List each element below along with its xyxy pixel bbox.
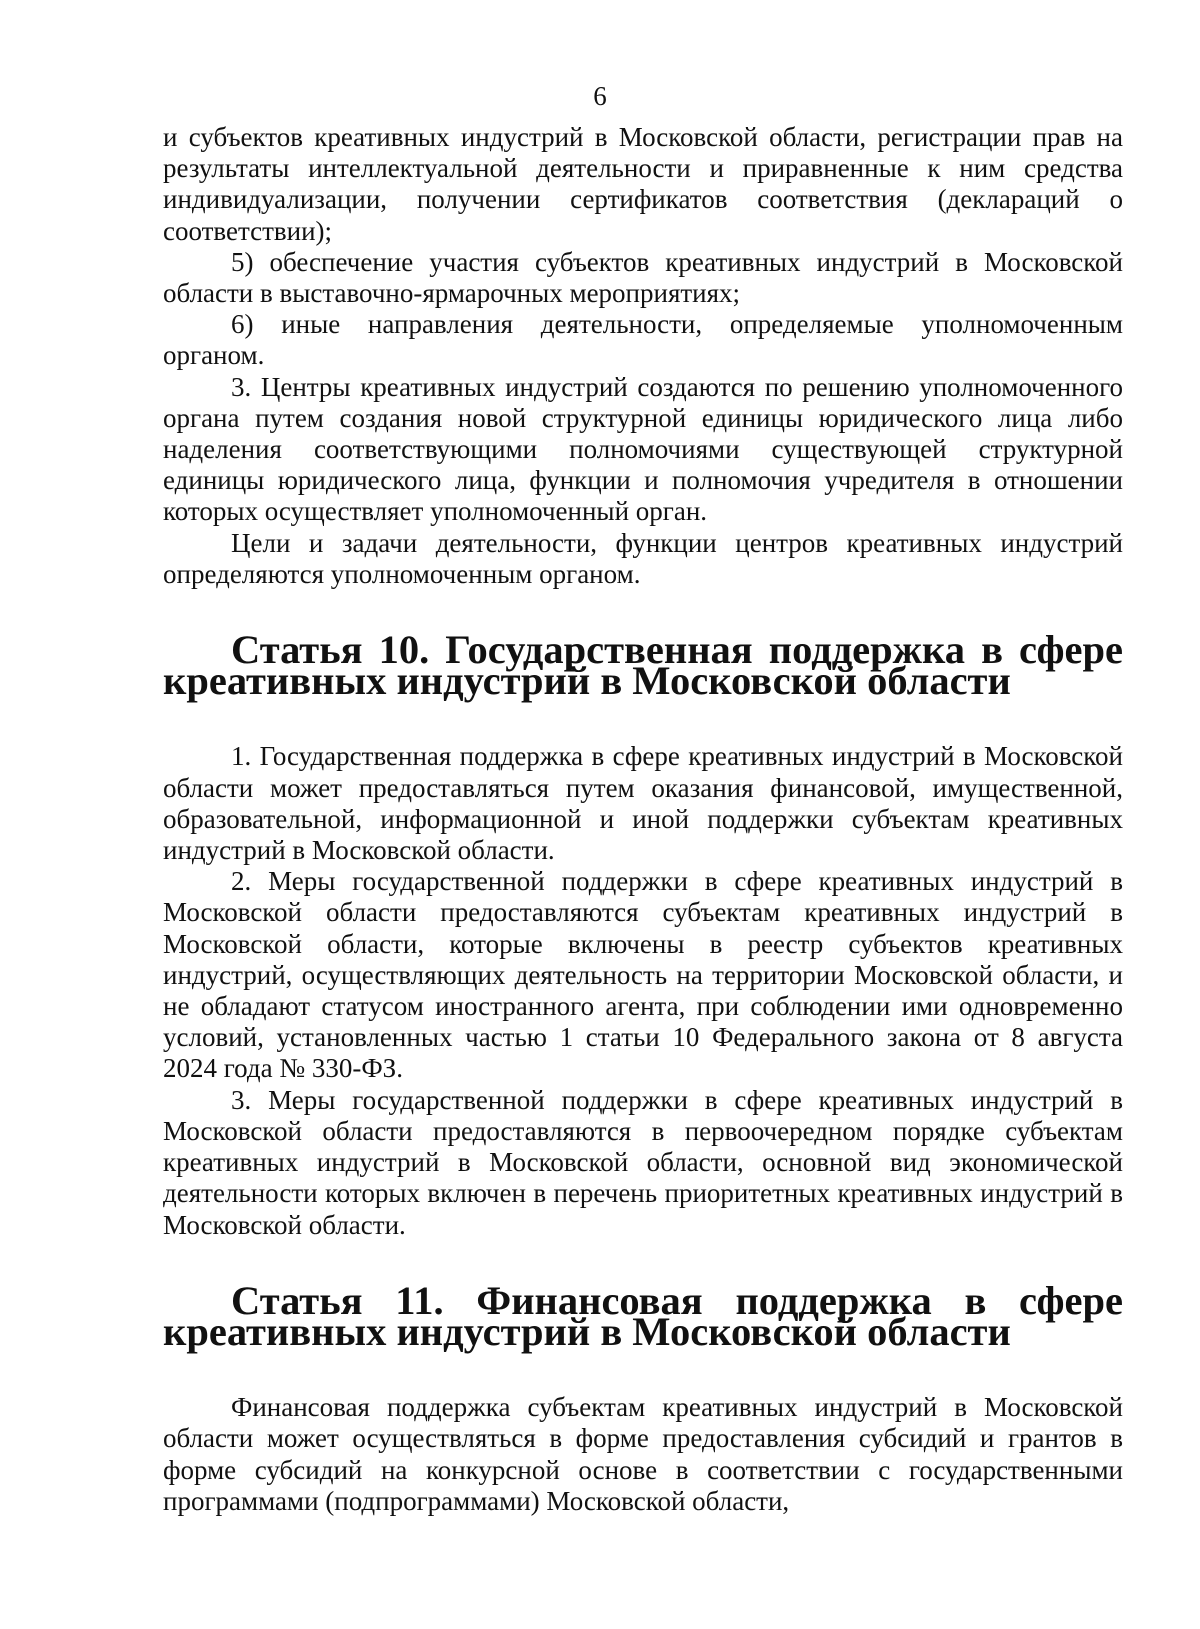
page-number: 6 bbox=[593, 81, 607, 111]
article-11-paragraph-1: Финансовая поддержка субъектам креативных индустрий в Московской области может осуществляться в форме предоставления субсидий и грантов в форме субсидий на конкурсной основе в соответствии с государственными программами (подпрограммами) Московской области, bbox=[163, 1392, 1123, 1516]
document-body bbox=[163, 122, 1123, 1517]
article-11-heading: Статья 11. Финансовая поддержка в сфере креативных индустрий в Московской области bbox=[163, 1277, 1123, 1354]
article-10-paragraph-1: 1. Государственная поддержка в сфере креативных индустрий в Московской области может предоставляться путем оказания финансовой, имущественной, образовательной, информационной и иной поддержки субъектам креативных индустрий в Московской области. bbox=[163, 741, 1123, 866]
article-10-paragraph-3: 3. Меры государственной поддержки в сфере креативных индустрий в Московской области предоставляются в первоочередном порядке субъектам креативных индустрий в Московской области, основной вид экономической деятельности которых включен в перечень приоритетных креативных индустрий в Московской области. bbox=[163, 1084, 1123, 1240]
intro-paragraph-continuation: и субъектов креативных индустрий в Московской области, регистрации прав на результаты интеллектуальной деятельности и приравненные к ним средства индивидуализации, получении сертификатов соответствия (деклараций о соответствии); bbox=[163, 122, 1123, 246]
article-10-paragraph-2: 2. Меры государственной поддержки в сфере креативных индустрий в Московской области предоставляются субъектам креативных индустрий в Московской области, которые включены в реестр субъектов креативных индустрий, осуществляющих деятельность на территории Московской области, и не обладают статусом иностранного агента, при соблюдении ими одновременно условий, установленных частью 1 статьи 10 Федерального закона от 8 августа 2024 года № 330-ФЗ. bbox=[163, 866, 1123, 1084]
article-10-heading: Статья 10. Государственная поддержка в сфере креативных индустрий в Московской области bbox=[163, 627, 1123, 704]
intro-paragraph-part-3: 3. Центры креативных индустрий создаются по решению уполномоченного органа путем создания новой структурной единицы юридического лица либо наделения соответствующими полномочиями существующей структурной единицы юридического лица, функции и полномочия учредителя в отношении которых осуществляет уполномоченный орган. bbox=[163, 371, 1123, 527]
intro-paragraph-item-5: 5) обеспечение участия субъектов креативных индустрий в Московской области в выставочно-ярмарочных мероприятиях; bbox=[163, 246, 1123, 309]
intro-paragraph-item-6: 6) иные направления деятельности, определяемые уполномоченным органом. bbox=[163, 309, 1123, 371]
intro-paragraph-goals: Цели и задачи деятельности, функции центров креативных индустрий определяются уполномоченным органом. bbox=[163, 527, 1123, 589]
